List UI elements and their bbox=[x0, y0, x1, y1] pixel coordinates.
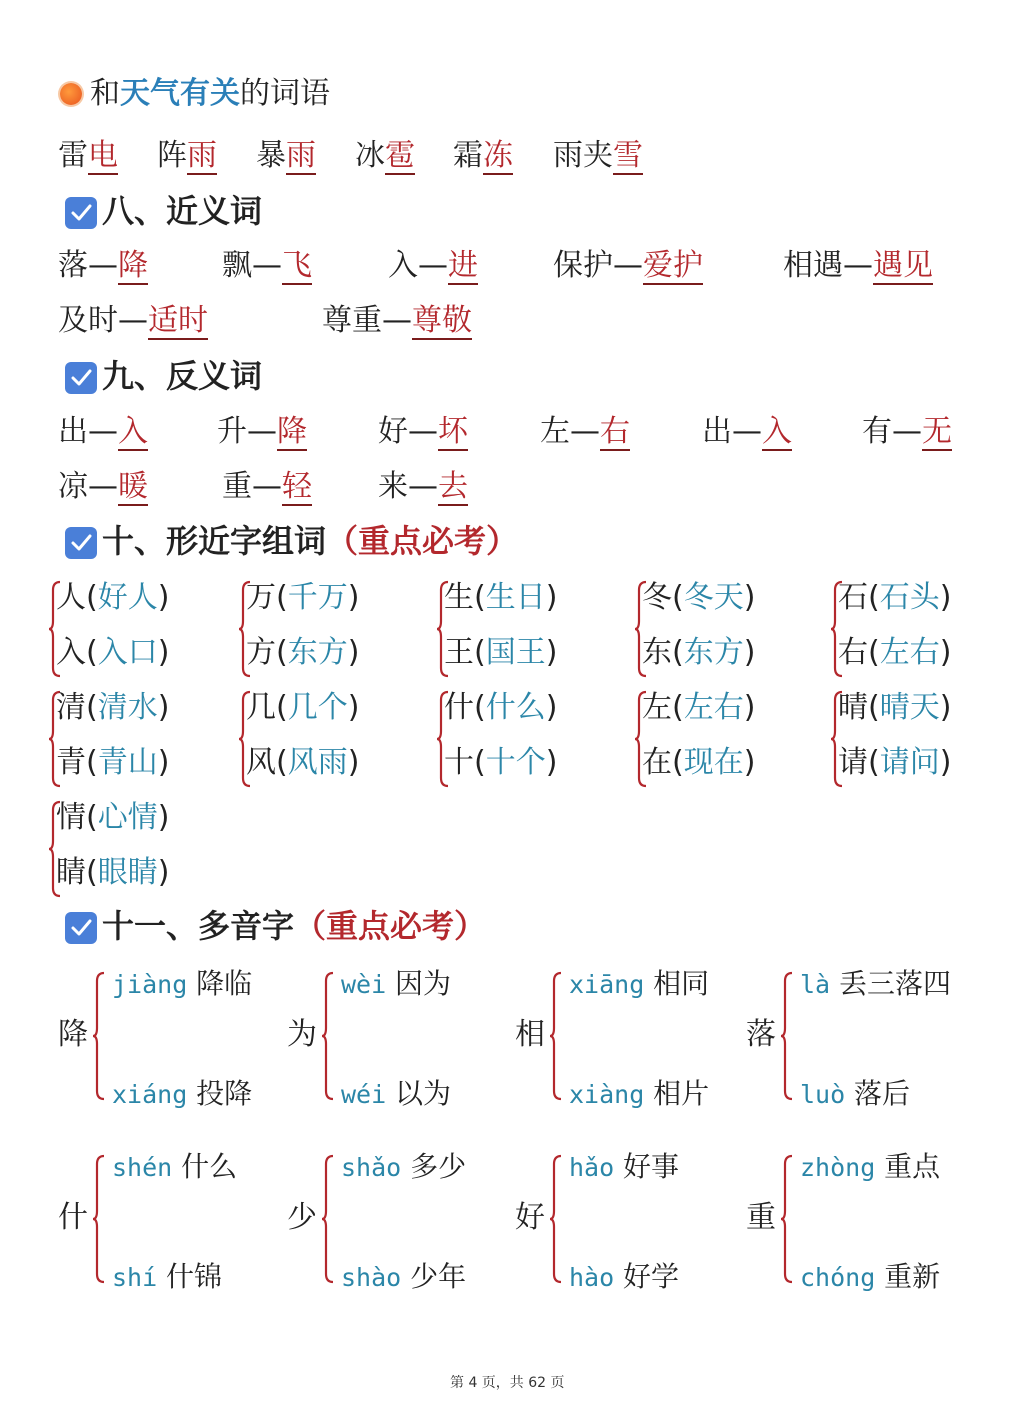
brace-icon bbox=[92, 1154, 106, 1284]
similar-pair bbox=[238, 580, 378, 680]
polyphone-reading: jiàng 降临 bbox=[112, 967, 253, 1000]
polyphone-item bbox=[287, 967, 517, 1110]
synonym-item: 及时—适时 bbox=[58, 303, 208, 338]
polyphone-item bbox=[515, 967, 745, 1110]
polyphone-char: 少 bbox=[287, 1200, 317, 1235]
checkbox-icon bbox=[65, 197, 97, 229]
antonym-item: 有—无 bbox=[862, 414, 952, 449]
polyphone-reading: hào 好学 bbox=[569, 1260, 680, 1293]
antonym-item: 升—降 bbox=[217, 414, 307, 449]
weather-word: 雨夹雪 bbox=[553, 138, 643, 173]
polyphone-item bbox=[58, 1150, 288, 1293]
synonym-item: 相遇—遇见 bbox=[783, 248, 933, 283]
similar-word: 情(心情) bbox=[56, 800, 170, 835]
similar-word: 右(左右) bbox=[838, 635, 952, 670]
polyphone-char: 重 bbox=[746, 1200, 776, 1235]
similar-word: 睛(眼睛) bbox=[56, 855, 170, 890]
weather-heading: 和天气有关的词语 bbox=[90, 76, 330, 111]
polyphone-reading: wéi 以为 bbox=[341, 1077, 452, 1110]
similar-word: 冬(冬天) bbox=[642, 580, 756, 615]
checkbox-icon bbox=[65, 362, 97, 394]
brace-icon bbox=[92, 971, 106, 1101]
polyphone-item bbox=[58, 967, 288, 1110]
similar-word: 万(千万) bbox=[246, 580, 360, 615]
brace-icon bbox=[549, 971, 563, 1101]
antonym-item: 出—入 bbox=[58, 414, 148, 449]
brace-icon bbox=[549, 1154, 563, 1284]
antonym-item: 好—坏 bbox=[378, 414, 468, 449]
polyphone-char: 相 bbox=[515, 1017, 545, 1052]
similar-word: 石(石头) bbox=[838, 580, 952, 615]
similar-pair bbox=[48, 580, 188, 680]
similar-pair bbox=[436, 690, 576, 790]
antonym-item: 来—去 bbox=[378, 469, 468, 504]
similar-word: 晴(晴天) bbox=[838, 690, 952, 725]
checkbox-icon bbox=[65, 527, 97, 559]
similar-word: 什(什么) bbox=[444, 690, 558, 725]
similar-word: 在(现在) bbox=[642, 745, 756, 780]
polyphone-reading: luò 落后 bbox=[800, 1077, 911, 1110]
synonym-item: 飘—飞 bbox=[222, 248, 312, 283]
polyphone-reading: chóng 重新 bbox=[800, 1260, 941, 1293]
weather-word: 暴雨 bbox=[256, 138, 316, 173]
synonym-item: 落—降 bbox=[58, 248, 148, 283]
brace-icon bbox=[321, 1154, 335, 1284]
similar-word: 几(几个) bbox=[246, 690, 360, 725]
similar-pair bbox=[48, 690, 188, 790]
antonym-item: 出—入 bbox=[702, 414, 792, 449]
similar-word: 风(风雨) bbox=[246, 745, 360, 780]
polyphone-reading: là 丢三落四 bbox=[800, 967, 952, 1000]
polyphone-reading: wèi 因为 bbox=[341, 967, 452, 1000]
brace-icon bbox=[321, 971, 335, 1101]
brace-icon bbox=[780, 971, 794, 1101]
similar-word: 入(入口) bbox=[56, 635, 170, 670]
weather-word: 阵雨 bbox=[157, 138, 217, 173]
similar-pair bbox=[830, 690, 970, 790]
polyphone-reading: xiàng 相片 bbox=[569, 1077, 710, 1110]
polyphone-reading: shǎo 多少 bbox=[341, 1150, 467, 1183]
similar-pair bbox=[634, 690, 774, 790]
similar-pair bbox=[830, 580, 970, 680]
similar-word: 十(十个) bbox=[444, 745, 558, 780]
polyphone-reading: zhòng 重点 bbox=[800, 1150, 941, 1183]
weather-word: 雷电 bbox=[58, 138, 118, 173]
polyphone-reading: xiāng 相同 bbox=[569, 967, 710, 1000]
similar-word: 请(请问) bbox=[838, 745, 952, 780]
polyphone-item bbox=[515, 1150, 745, 1293]
polyphone-char: 什 bbox=[58, 1200, 88, 1235]
polyphone-reading: hǎo 好事 bbox=[569, 1150, 680, 1183]
polyphone-char: 落 bbox=[746, 1017, 776, 1052]
brace-icon bbox=[780, 1154, 794, 1284]
similar-word: 王(国王) bbox=[444, 635, 558, 670]
synonym-item: 保护—爱护 bbox=[553, 248, 703, 283]
antonyms-title: 九、反义词 bbox=[102, 357, 263, 395]
polyphone-reading: xiáng 投降 bbox=[112, 1077, 253, 1110]
polyphone-char: 降 bbox=[58, 1017, 88, 1052]
polyphone-reading: shào 少年 bbox=[341, 1260, 467, 1293]
polyphone-reading: shén 什么 bbox=[112, 1150, 238, 1183]
antonym-item: 凉—暖 bbox=[58, 469, 148, 504]
similar-pair bbox=[436, 580, 576, 680]
similar-word: 方(东方) bbox=[246, 635, 360, 670]
similar-pair bbox=[238, 690, 378, 790]
polyphone-item bbox=[746, 967, 976, 1110]
weather-word: 冰雹 bbox=[355, 138, 415, 173]
synonym-item: 入—进 bbox=[388, 248, 478, 283]
similar-word: 人(好人) bbox=[56, 580, 170, 615]
similar-word: 左(左右) bbox=[642, 690, 756, 725]
polyphone-char: 为 bbox=[287, 1017, 317, 1052]
antonym-item: 左—右 bbox=[540, 414, 630, 449]
polyphone-reading: shí 什锦 bbox=[112, 1260, 223, 1293]
similar-title: 十、形近字组词（重点必考） bbox=[102, 522, 519, 560]
polyphones-title: 十一、多音字（重点必考） bbox=[102, 907, 487, 945]
synonyms-title: 八、近义词 bbox=[102, 192, 263, 230]
page-footer: 第 4 页，共 62 页 bbox=[450, 1375, 565, 1391]
similar-word: 生(生日) bbox=[444, 580, 558, 615]
weather-word: 霜冻 bbox=[453, 138, 513, 173]
similar-word: 东(东方) bbox=[642, 635, 756, 670]
polyphone-item bbox=[746, 1150, 976, 1293]
synonym-item: 尊重—尊敬 bbox=[322, 303, 472, 338]
similar-pair bbox=[48, 800, 188, 900]
antonym-item: 重—轻 bbox=[222, 469, 312, 504]
similar-pair bbox=[634, 580, 774, 680]
checkbox-icon bbox=[65, 912, 97, 944]
similar-word: 青(青山) bbox=[56, 745, 170, 780]
polyphone-char: 好 bbox=[515, 1200, 545, 1235]
similar-word: 清(清水) bbox=[56, 690, 170, 725]
orange-dot-icon bbox=[60, 83, 82, 105]
polyphone-item bbox=[287, 1150, 517, 1293]
